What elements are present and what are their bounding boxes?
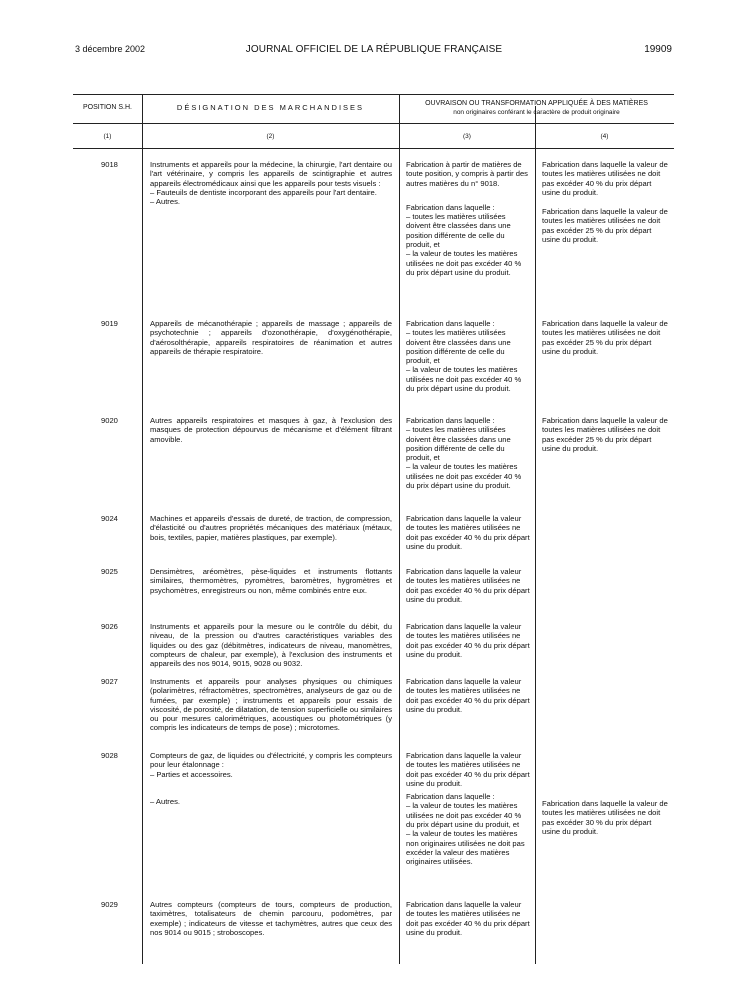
position-code: 9029 <box>101 900 118 909</box>
designation-subitem: – Autres. <box>150 796 180 806</box>
col4-rule: Fabrication dans laquelle la valeur de toutes les matières utilisées ne doit pas excéder 25 % du prix départ usine du produit. <box>542 319 668 356</box>
col3-rule: Fabrication dans laquelle : – toutes les matières utilisées doivent être classées dans une position différente de celle du produit, et – la valeur de toutes les matières utilisées ne doit pas excéder 40 % du prix départ usine du produit. <box>406 202 522 277</box>
position-code: 9025 <box>101 567 118 576</box>
header-designation: DÉSIGNATION DES MARCHANDISES <box>176 103 365 112</box>
designation-cell <box>150 751 392 806</box>
col3-rule: Fabrication dans laquelle : – la valeur de toutes les matières utilisées ne doit pas excéder 40 % du prix départ usine du produit, et – la valeur de toutes les matières non originaires utilisées ne doit pas excéder la valeur des matières originaires utilisées. <box>406 792 525 867</box>
header-number-2: (2) <box>266 133 275 140</box>
header-transformation-sub: non originaires conférant le caractère de produit originaire <box>453 109 620 116</box>
col3-rule: Fabrication dans laquelle la valeur de toutes les matières utilisées ne doit pas excéder 40 % du prix départ usine du produit. <box>406 567 530 604</box>
issue-date: 3 décembre 2002 <box>75 44 146 54</box>
header-number-4: (4) <box>600 133 609 140</box>
col3-rule: Fabrication dans laquelle la valeur de toutes les matières utilisées ne doit pas excéder 40 % du prix départ usine du produit. <box>406 622 530 659</box>
col-divider-2 <box>399 94 400 964</box>
col3-rule: Fabrication à partir de matières de toute position, y compris à partir des autres matières du n° 9018. <box>406 160 528 188</box>
col3-rule: Fabrication dans laquelle la valeur de toutes les matières utilisées ne doit pas excéder 40 % du prix départ usine du produit. <box>406 900 530 937</box>
header-rule <box>73 123 674 124</box>
col3-rule: Fabrication dans laquelle : – toutes les matières utilisées doivent être classées dans une position différente de celle du produit, et – la valeur de toutes les matières utilisées ne doit pas excéder 40 % du prix départ usine du produit. <box>406 416 522 491</box>
designation-text: Instruments et appareils pour analyses physiques ou chimiques (polarimètres, réfractomètres, spectromètres, analyseurs de gaz ou de fumées, par exemple) ; instruments et appareils pour essais de viscosité, de porosité, de dilatation, de tension superficielle ou similaires ou pour mesures calorimétriques, acoustiques ou photométriques (y compris les indicateurs de temps de pose) ; microtomes. <box>150 677 392 733</box>
col3-rule: Fabrication dans laquelle la valeur de toutes les matières utilisées ne doit pas excéder 40 % du prix départ usine du produit. <box>406 514 530 551</box>
designation-text: Autres appareils respiratoires et masques à gaz, à l'exclusion des masques de protection dépourvus de mécanisme et d'élément filtrant amovible. <box>150 416 392 444</box>
col3-rule: Fabrication dans laquelle la valeur de toutes les matières utilisées ne doit pas excéder 40 % du prix départ usine du produit. <box>406 751 530 788</box>
designation-text: Compteurs de gaz, de liquides ou d'électricité, y compris les compteurs pour leur étalonnage : <box>150 751 392 770</box>
header-position: POSITION S.H. <box>82 104 132 111</box>
col4-rule: Fabrication dans laquelle la valeur de toutes les matières utilisées ne doit pas excéder 25 % du prix départ usine du produit. <box>542 207 668 245</box>
col4-rule: Fabrication dans laquelle la valeur de toutes les matières utilisées ne doit pas excéder 40 % du prix départ usine du produit. <box>542 160 668 197</box>
header-transformation: OUVRAISON OU TRANSFORMATION APPLIQUÉE À DES MATIÈRES <box>425 100 648 107</box>
page-number: 19909 <box>644 44 672 55</box>
col3-cell <box>406 751 530 871</box>
position-code: 9027 <box>101 677 118 686</box>
col-divider-1 <box>142 94 143 964</box>
designation-text: Instruments et appareils pour la médecine, la chirurgie, l'art dentaire ou l'art vétérinaire, y compris les appareils de scintigraphie et autres appareils électromédicaux ainsi que les appareils pour tests visuels : <box>150 160 392 188</box>
number-rule <box>73 148 674 149</box>
designation-text: Densimètres, aréomètres, pèse-liquides et instruments flottants similaires, thermomètres, pyromètres, baromètres, hygromètres et psychomètres, enregistreurs ou non, même combinés entre eux. <box>150 567 392 595</box>
col4-cell <box>542 160 668 248</box>
position-code: 9024 <box>101 514 118 523</box>
designation-subitem: – Fauteuils de dentiste incorporant des appareils pour l'art dentaire. <box>150 187 377 197</box>
position-code: 9028 <box>101 751 118 760</box>
designation-subitem: – Parties et accessoires. <box>150 769 233 779</box>
designation-text: Autres compteurs (compteurs de tours, compteurs de production, taximètres, totalisateurs de chemin parcouru, podomètres, par exemple) ; indicateurs de vitesse et tachymètres, autres que ceux des nos 9014 ou 9015 ; stroboscopes. <box>150 900 392 937</box>
running-head <box>0 0 748 60</box>
position-code: 9018 <box>101 160 118 169</box>
designation-text: Appareils de mécanothérapie ; appareils de massage ; appareils de psychotechnie ; appareils d'ozonothérapie, d'oxygénothérapie, d'aérosolthérapie, appareils respiratoires de réanimation et autres appareils de thérapie respiratoire. <box>150 319 392 356</box>
col-divider-3 <box>535 106 536 964</box>
col4-rule: Fabrication dans laquelle la valeur de toutes les matières utilisées ne doit pas excéder 25 % du prix départ usine du produit. <box>542 416 668 453</box>
table-top-rule <box>73 94 674 95</box>
position-code: 9026 <box>101 622 118 631</box>
designation-cell <box>150 160 392 206</box>
designation-text: Instruments et appareils pour la mesure ou le contrôle du débit, du niveau, de la pression ou d'autres caractéristiques variables des liquides ou des gaz (débitmètres, indicateurs de niveau, manomètres, compteurs de chaleur, par exemple), à l'exclusion des instruments et appareils des nos 9014, 9015, 9028 ou 9032. <box>150 622 392 669</box>
journal-title: JOURNAL OFFICIEL DE LA RÉPUBLIQUE FRANÇAISE <box>245 44 503 55</box>
position-code: 9020 <box>101 416 118 425</box>
col3-rule: Fabrication dans laquelle : – toutes les matières utilisées doivent être classées dans une position différente de celle du produit, et – la valeur de toutes les matières utilisées ne doit pas excéder 40 % du prix départ usine du produit. <box>406 319 522 394</box>
col3-cell <box>406 160 530 281</box>
header-number-1: (1) <box>103 133 112 140</box>
position-code: 9019 <box>101 319 118 328</box>
header-number-3: (3) <box>463 133 471 140</box>
designation-subitem: – Autres. <box>150 197 180 207</box>
col4-rule: Fabrication dans laquelle la valeur de toutes les matières utilisées ne doit pas excéder 30 % du prix départ usine du produit. <box>542 799 668 836</box>
col3-rule: Fabrication dans laquelle la valeur de toutes les matières utilisées ne doit pas excéder 40 % du prix départ usine du produit. <box>406 677 530 714</box>
designation-text: Machines et appareils d'essais de dureté, de traction, de compression, d'élasticité ou d'autres propriétés mécaniques des matériaux (métaux, bois, textiles, papier, matières plastiques, par exemple). <box>150 514 392 542</box>
